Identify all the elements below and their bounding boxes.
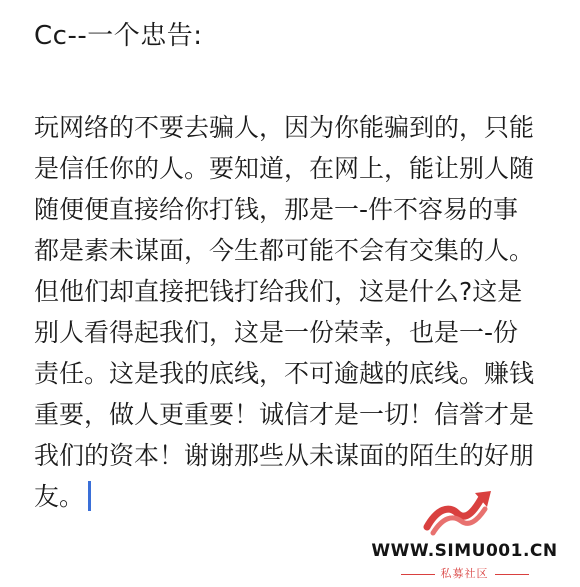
watermark-subtitle xyxy=(357,565,572,581)
body-line: 是信任你的人。要知道，在网上，能让别人随 xyxy=(34,154,535,183)
divider xyxy=(495,574,529,575)
document-heading: Cc--一个忠告: xyxy=(34,21,203,51)
document-body xyxy=(34,107,564,517)
watermark xyxy=(357,483,572,583)
body-line: 重要，做人更重要！诚信才是一切！信誉才是 xyxy=(34,400,535,429)
body-line: 随便便直接给你打钱，那是一-件不容易的事 xyxy=(34,195,519,224)
chart-arrow-logo-icon xyxy=(419,483,497,541)
body-line: 我们的资本！谢谢那些从未谋面的陌生的好朋 xyxy=(34,441,535,470)
body-line-text: 友。 xyxy=(34,482,85,511)
body-line: 都是素未谋面，今生都可能不会有交集的人。 xyxy=(34,236,535,265)
text-caret xyxy=(88,481,91,511)
body-line: 但他们却直接把钱打给我们，这是什么?这是 xyxy=(34,277,523,306)
body-line: 责任。这是我的底线，不可逾越的底线。赚钱 xyxy=(34,359,535,388)
body-line: 别人看得起我们，这是一份荣幸，也是一-份 xyxy=(34,318,519,347)
divider xyxy=(401,574,435,575)
watermark-subtitle-text: 私募社区 xyxy=(440,567,489,580)
body-line: 玩网络的不要去骗人，因为你能骗到的，只能 xyxy=(34,113,535,142)
watermark-url: WWW.SIMU001.CN xyxy=(371,541,558,561)
